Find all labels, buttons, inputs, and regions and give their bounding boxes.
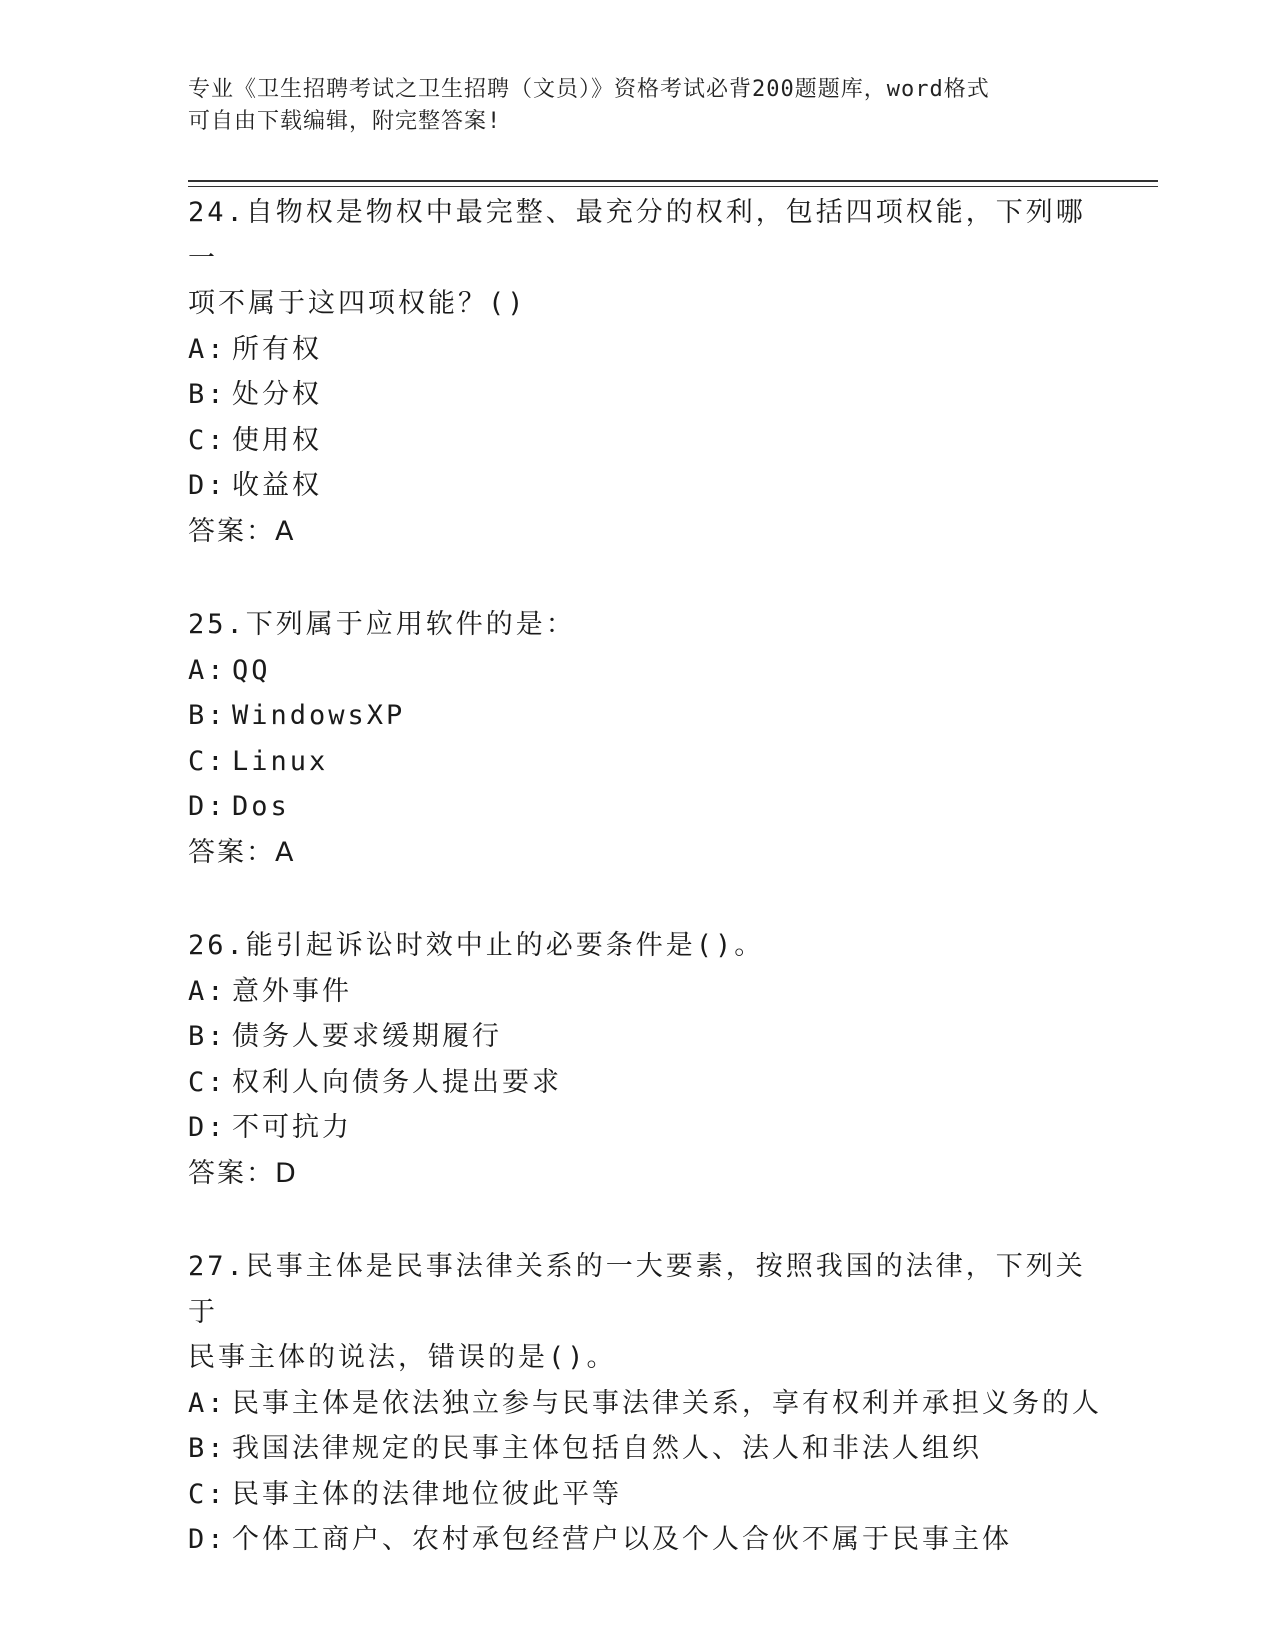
option-letter: A: — [188, 975, 227, 1007]
question-25 — [188, 602, 1088, 875]
option-text: 个体工商户、农村承包经营户以及个人合伙不属于民事主体 — [232, 1524, 1012, 1555]
option-d — [188, 1105, 1088, 1151]
option-letter: A: — [188, 333, 227, 365]
option-b — [188, 372, 1088, 418]
option-text: 权利人向债务人提出要求 — [232, 1066, 562, 1098]
option-c — [188, 739, 1088, 785]
option-b — [188, 693, 1088, 739]
option-letter: B: — [188, 700, 227, 731]
option-b — [188, 1426, 1088, 1472]
option-text: 收益权 — [232, 470, 322, 501]
question-27 — [188, 1244, 1102, 1563]
option-text: 使用权 — [232, 424, 322, 456]
question-list — [188, 190, 1102, 1611]
document-header — [188, 74, 1068, 138]
option-letter: D: — [188, 470, 227, 501]
option-text: Linux — [232, 745, 329, 777]
option-d — [188, 463, 1088, 509]
option-text: 民事主体的法律地位彼此平等 — [232, 1478, 622, 1510]
option-text: 我国法律规定的民事主体包括自然人、法人和非法人组织 — [232, 1433, 982, 1464]
header-divider-thick — [188, 180, 1158, 182]
option-text: WindowsXP — [232, 700, 406, 731]
option-letter: D: — [188, 791, 227, 822]
option-d — [188, 784, 1088, 830]
option-a — [188, 327, 1088, 373]
option-c — [188, 418, 1088, 464]
option-letter: B: — [188, 379, 227, 410]
option-text: 债务人要求缓期履行 — [232, 1021, 502, 1052]
option-text: QQ — [232, 654, 271, 686]
option-letter: B: — [188, 1433, 227, 1464]
option-letter: A: — [188, 654, 227, 686]
option-text: Dos — [232, 791, 290, 822]
option-b — [188, 1014, 1088, 1060]
option-a — [188, 969, 1088, 1015]
option-letter: D: — [188, 1112, 227, 1143]
header-line-2: 可自由下载编辑，附完整答案! — [188, 109, 502, 134]
option-text: 不可抗力 — [232, 1112, 352, 1143]
option-c — [188, 1472, 1088, 1518]
option-text: 处分权 — [232, 379, 322, 410]
question-stem: 26.能引起诉讼时效中止的必要条件是()。 — [188, 930, 765, 961]
header-line-1: 专业《卫生招聘考试之卫生招聘（文员）》资格考试必背200题题库，word格式 — [188, 77, 990, 102]
question-stem-continued: 项不属于这四项权能？() — [188, 288, 527, 319]
option-letter: C: — [188, 1066, 227, 1098]
option-c — [188, 1060, 1088, 1106]
answer: 答案：A — [188, 515, 296, 547]
option-letter: C: — [188, 745, 227, 777]
question-24 — [188, 190, 1088, 554]
question-stem: 27.民事主体是民事法律关系的一大要素，按照我国的法律，下列关于 — [188, 1251, 1086, 1328]
option-letter: B: — [188, 1021, 227, 1052]
question-stem: 25.下列属于应用软件的是： — [188, 609, 576, 640]
option-d — [188, 1517, 1088, 1563]
answer: 答案：D — [188, 1157, 298, 1189]
option-a — [188, 648, 1088, 694]
question-stem: 24.自物权是物权中最完整、最充分的权利，包括四项权能，下列哪一 — [188, 197, 1086, 274]
option-letter: A: — [188, 1387, 227, 1419]
option-letter: C: — [188, 1478, 227, 1510]
header-divider-thin — [188, 186, 1158, 187]
option-text: 意外事件 — [232, 975, 352, 1007]
question-stem-continued: 民事主体的说法，错误的是()。 — [188, 1342, 617, 1373]
answer: 答案：A — [188, 836, 296, 868]
option-text: 所有权 — [232, 333, 322, 365]
option-a — [188, 1381, 1102, 1427]
option-text: 民事主体是依法独立参与民事法律关系，享有权利并承担义务的人 — [232, 1387, 1102, 1419]
question-26 — [188, 923, 1088, 1196]
option-letter: D: — [188, 1524, 227, 1555]
option-letter: C: — [188, 424, 227, 456]
